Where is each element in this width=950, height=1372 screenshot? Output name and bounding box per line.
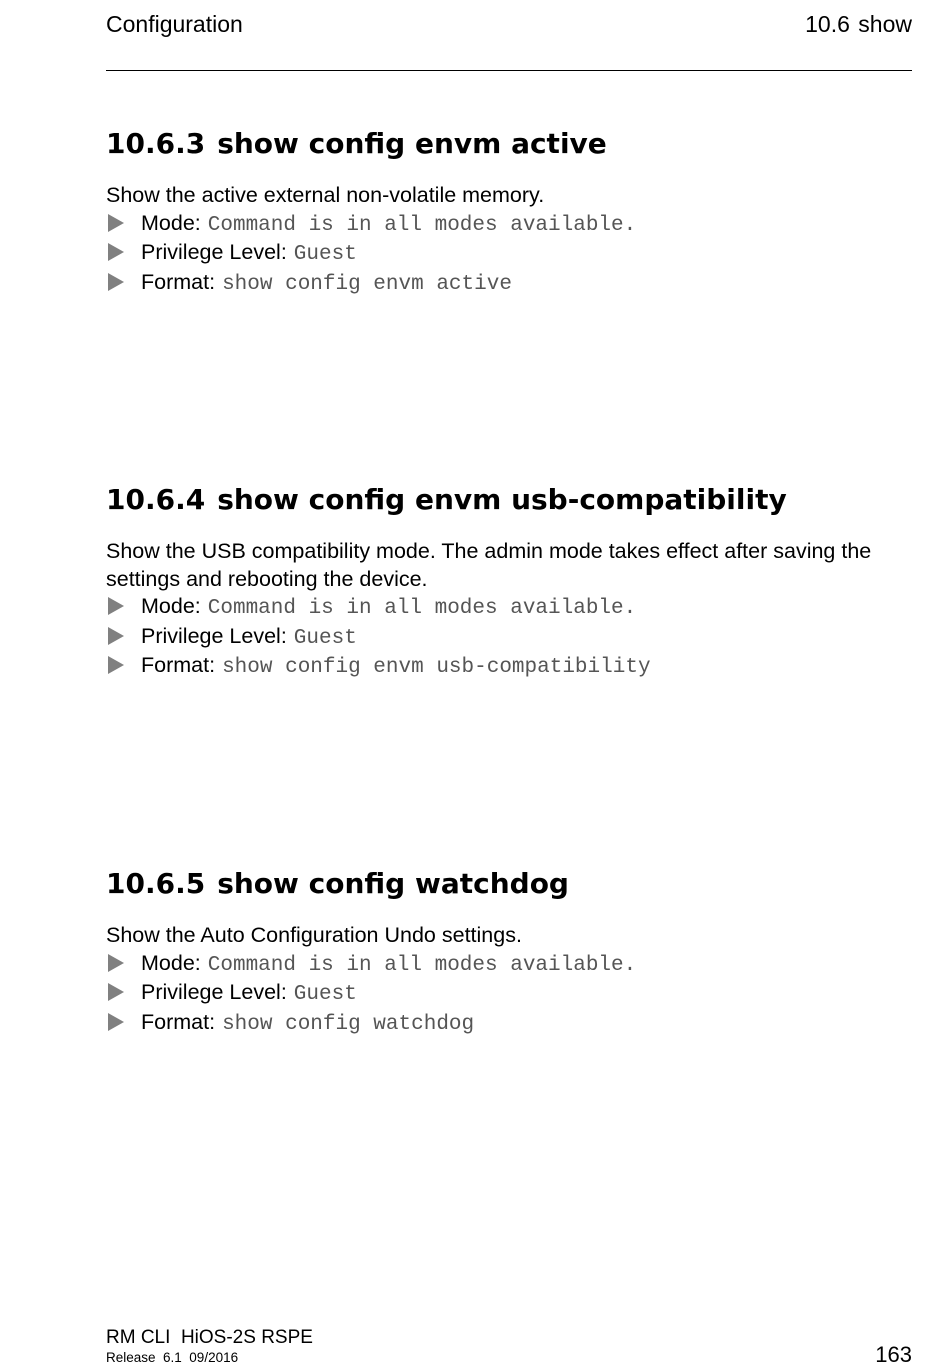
section-show-config-watchdog [106, 867, 912, 1038]
section-description: Show the USB compatibility mode. The admin mode takes effect after saving the settings and rebooting the device. [106, 539, 872, 591]
item-value: Command is in all modes available. [207, 597, 637, 620]
format-item [106, 1009, 912, 1039]
item-value: show config envm usb-compatibility [222, 656, 651, 679]
item-label: Format: [141, 653, 216, 677]
format-item [106, 652, 912, 682]
triangle-right-icon [108, 656, 124, 674]
privilege-level-item [106, 979, 912, 1009]
format-item [106, 269, 912, 299]
triangle-right-icon [108, 597, 124, 615]
item-label: Mode: [141, 210, 201, 235]
mode-item [106, 210, 912, 240]
running-header-chapter: Configuration [106, 11, 243, 37]
section-number: 10.6.3 [106, 127, 206, 160]
item-value: Command is in all modes available. [207, 213, 637, 237]
privilege-level-item [106, 623, 912, 653]
section-description: Show the Auto Configuration Undo settings. [106, 923, 522, 947]
item-label: Format: [141, 269, 216, 294]
item-label: Mode: [141, 950, 201, 975]
section-title: show config watchdog [217, 867, 569, 900]
triangle-right-icon [108, 954, 124, 972]
item-value: Guest [293, 983, 357, 1006]
item-value: Command is in all modes available. [207, 953, 637, 977]
command-properties-list [106, 950, 912, 1039]
item-label: Privilege Level: [141, 980, 287, 1004]
item-value: Guest [293, 243, 357, 266]
mode-item [106, 950, 912, 980]
triangle-right-icon [108, 273, 124, 291]
item-value: show config envm active [222, 272, 512, 296]
section-heading [106, 867, 912, 901]
item-value: Guest [293, 626, 357, 650]
section-title: show config envm usb-compatibility [217, 483, 787, 516]
section-description: Show the active external non-volatile memory. [106, 183, 545, 207]
item-label: Privilege Level: [141, 240, 287, 264]
privilege-level-item [106, 239, 912, 269]
section-show-config-envm-active [106, 127, 912, 298]
footer-release-info: Release 6.1 09/2016 [106, 1350, 239, 1365]
section-number: 10.6.5 [106, 867, 206, 900]
item-label: Privilege Level: [141, 623, 287, 648]
item-label: Format: [141, 1009, 216, 1034]
header-divider [106, 70, 912, 71]
section-show-config-envm-usb-compatibility [106, 483, 912, 682]
triangle-right-icon [108, 214, 124, 232]
triangle-right-icon [108, 983, 124, 1001]
triangle-right-icon [108, 1013, 124, 1031]
running-header-section: 10.6 show [805, 11, 912, 37]
item-label: Mode: [141, 594, 201, 618]
command-properties-list [106, 210, 912, 299]
item-value: show config watchdog [222, 1012, 475, 1036]
footer-document-title: RM CLI HiOS-2S RSPE [106, 1327, 313, 1348]
section-heading [106, 483, 912, 517]
section-heading [106, 127, 912, 161]
page-number: 163 [875, 1342, 912, 1367]
mode-item [106, 593, 912, 623]
triangle-right-icon [108, 627, 124, 645]
triangle-right-icon [108, 243, 124, 261]
section-title: show config envm active [217, 127, 607, 160]
command-properties-list [106, 593, 912, 682]
section-number: 10.6.4 [106, 483, 206, 516]
